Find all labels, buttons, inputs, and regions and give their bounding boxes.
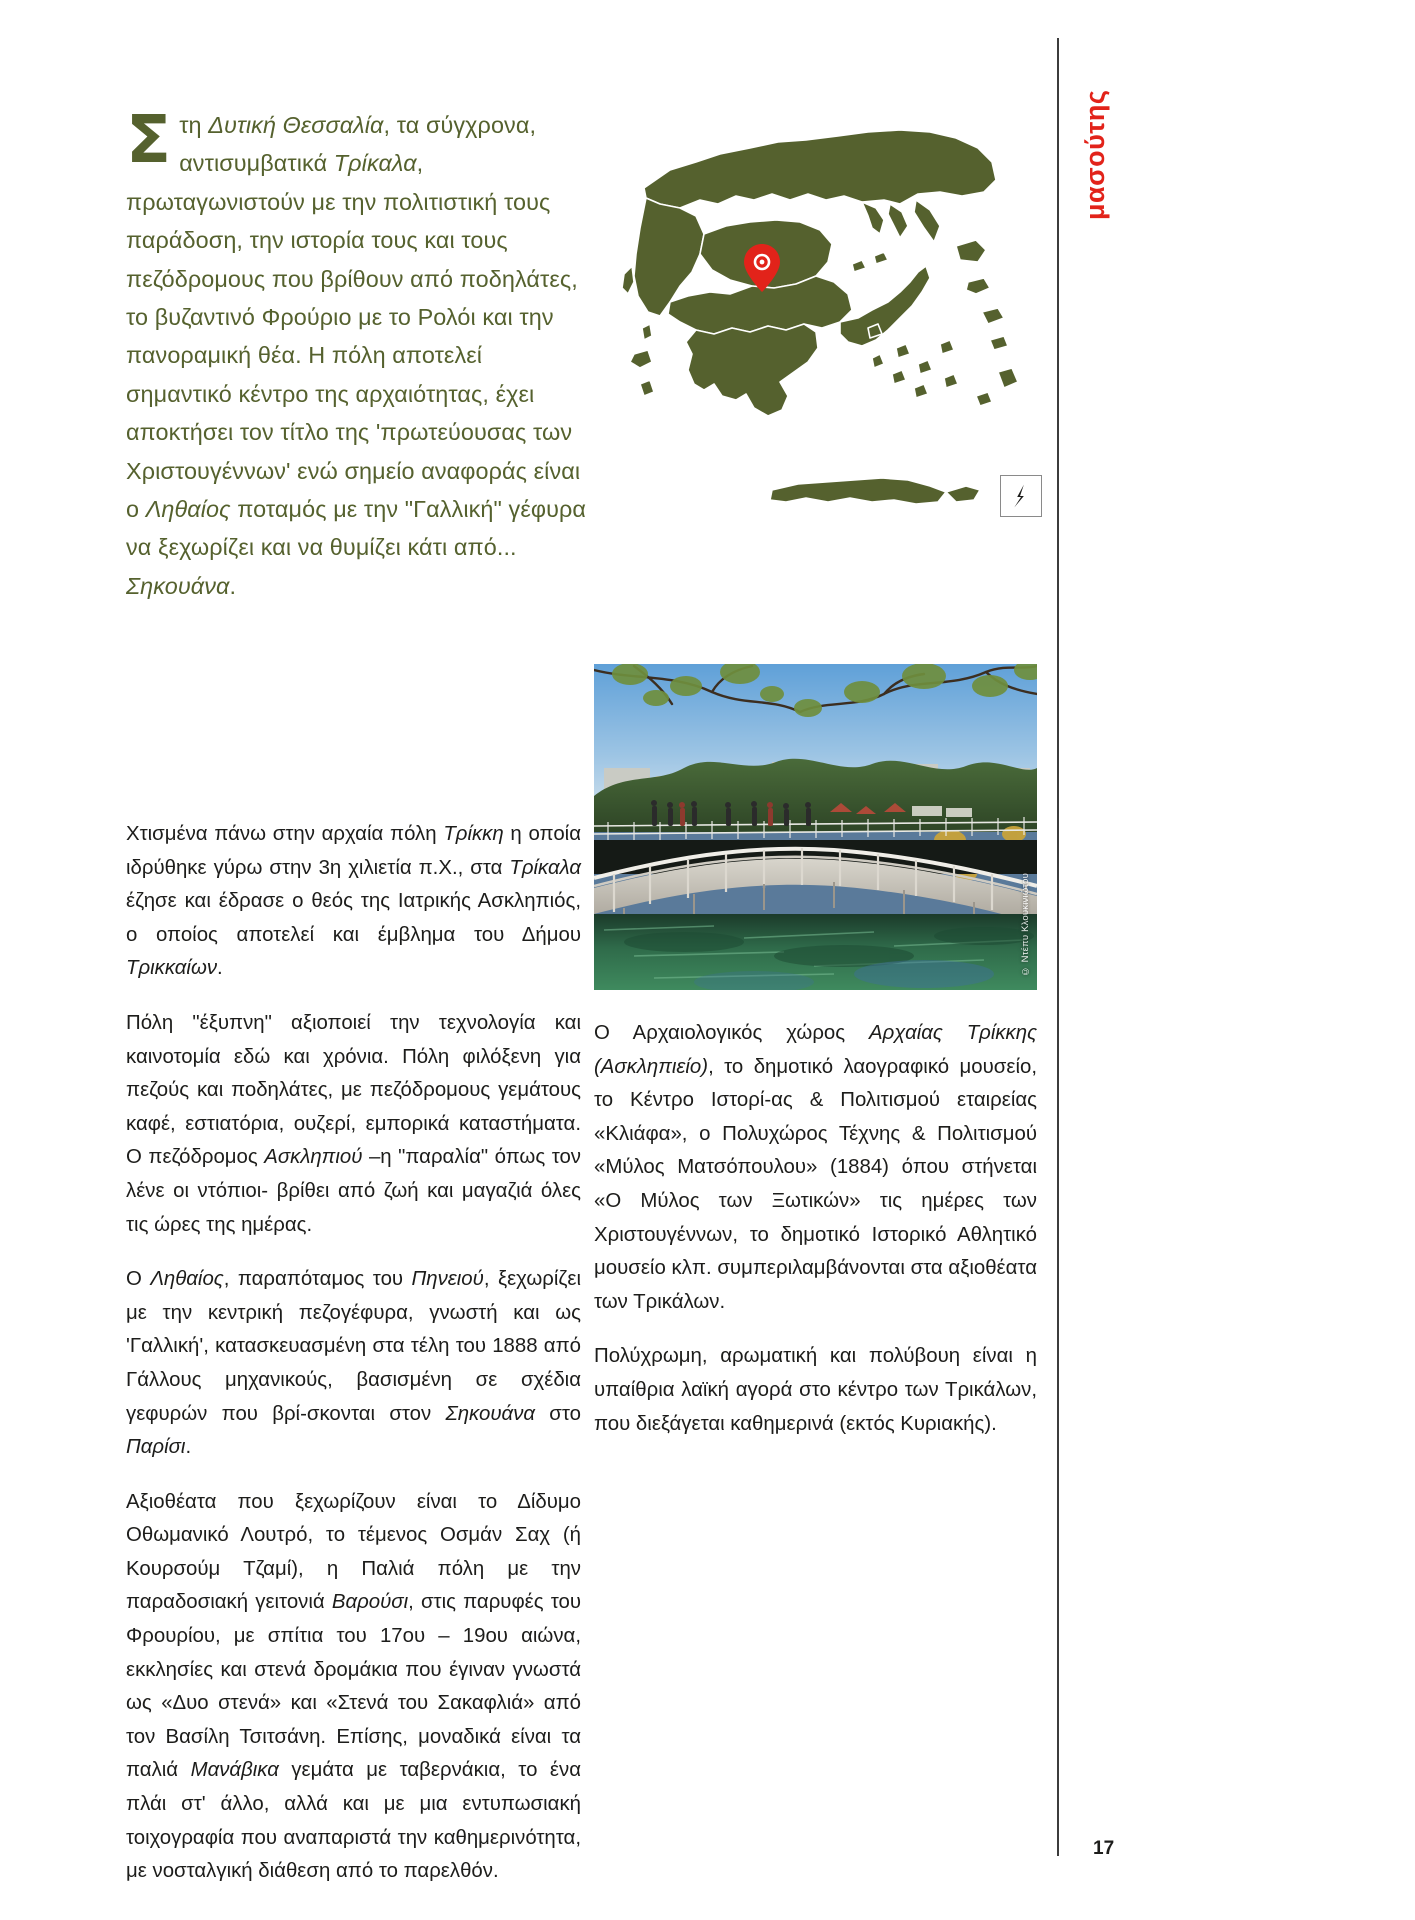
page-divider-rule <box>1057 38 1059 1856</box>
page-number: 17 <box>1093 1838 1115 1859</box>
right-column-body <box>594 1017 1037 1441</box>
paragraph: Πολύχρωμη, αρωματική και πολύβουη είναι η υπαίθρια λαϊκή αγορά στο κέντρο των Τρικάλων, που διεξάγεται καθημερινά (εκτός Κυριακής). <box>594 1345 1037 1435</box>
masthead-logo: μασούτης <box>1080 89 1110 220</box>
drop-cap: Σ <box>126 101 172 178</box>
compass-icon <box>1000 475 1042 517</box>
paragraph: Ο Αρχαιολογικός χώρος Αρχαίας Τρίκκης (Ασκληπιείο), το δημοτικό λαογραφικό μουσείο, το Κέντρο Ιστορί-ας & Πολιτισμού εταιρείας «Κλιάφα», ο Πολυχώρος Τέχνης & Πολιτισμού «Μύλος Ματσόπουλου» (1884) όπου στήνεται «Ο Μύλος των Ξωτικών» τις ημέρες των Χριστουγέννων, το δημοτικό Ιστορικό Αθλητικό μουσείο κλπ. συμπεριλαμβάνονται στα αξιοθέατα των Τρικάλων. <box>594 1022 1037 1313</box>
paragraph: Πόλη "έξυπνη" αξιοποιεί την τεχνολογία και καινοτομία εδώ και χρόνια. Πόλη φιλόξενη για πεζούς και ποδηλάτες, με πεζόδρομους γεμάτους καφέ, εστιατόρια, ουζερί, εμπορικά καταστήματα. Ο πεζόδρομος Ασκληπιού –η "παραλία" όπως τον λένε οι ντόπιοι- βρίθει από ζωή και μαγαζιά όλες τις ώρες της ημέρας. <box>126 1011 581 1236</box>
photo-bridge-lithaios <box>594 664 1037 990</box>
intro-paragraph <box>126 101 588 605</box>
greece-map <box>600 96 1030 536</box>
paragraph: Αξιοθέατα που ξεχωρίζουν είναι το Δίδυμο Οθωμανικό Λουτρό, το τέμενος Οσμάν Σαχ (ή Κουρσούμ Τζαμί), η Παλιά πόλη με την παραδοσιακή γειτονιά Βαρούσι, στις παρυφές του Φρουρίου, με σπίτια του 17ου – 19ου αιώνα, εκκλησίες και στενά δρομάκια που έγιναν γνωστά ως «Δυο στενά» και «Στενά του Σακαφλιά» από τον Βασίλη Τσιτσάνη. Επίσης, μοναδικά είναι τα παλιά Μανάβικα γεμάτα με ταβερνάκια, το ένα πλάι στ' άλλο, αλλά και με μια εντυπωσιακή τοιχογραφία που αναπαριστά την καθημερινότητα, με νοσταλγική διάθεση από το παρελθόν. <box>126 1490 582 1883</box>
intro-text: τη Δυτική Θεσσαλία, τα σύγχρονα, αντισυμβατικά Τρίκαλα, πρωταγωνιστούν με την πολιτιστική τους παράδοση, την ιστορία τους και τους πεζόδρομους που βρίθουν από ποδηλάτες, το βυζαντινό Φρούριο με το Ρολόι και την πανοραμική θέα. Η πόλη αποτελεί σημαντικό κέντρο της αρχαιότητας, έχει αποκτήσει τον τίτλο της 'πρωτεύουσας των Χριστουγέννων' ενώ σημείο αναφοράς είναι ο Ληθαίος ποταμός με την "Γαλλική" γέφυρα να ξεχωρίζει και να θυμίζει κάτι από... Σηκουάνα. <box>126 112 587 599</box>
paragraph: Ο Ληθαίος, παραπόταμος του Πηνειού, ξεχωρίζει με την κεντρική πεζογέφυρα, γνωστή και ως 'Γαλλική', κατασκευασμένη στα τέλη του 1888 από Γάλλους μηχανικούς, βασισμένη σε σχέδια γεφυρών που βρί-σκονται στον Σηκουάνα στο Παρίσι. <box>126 1268 582 1459</box>
photo-credit: © Ντέπυ Κλουκινιώτου <box>1020 872 1031 976</box>
left-column-body <box>126 818 581 1889</box>
paragraph: Χτισμένα πάνω στην αρχαία πόλη Τρίκκη η οποία ιδρύθηκε γύρω στην 3η χιλιετία π.Χ., στα Τρίκαλα έζησε και έδρασε ο θεός της Ιατρικής Ασκληπιός, ο οποίος αποτελεί και έμβλημα του Δήμου Τρικκαίων. <box>126 823 581 980</box>
